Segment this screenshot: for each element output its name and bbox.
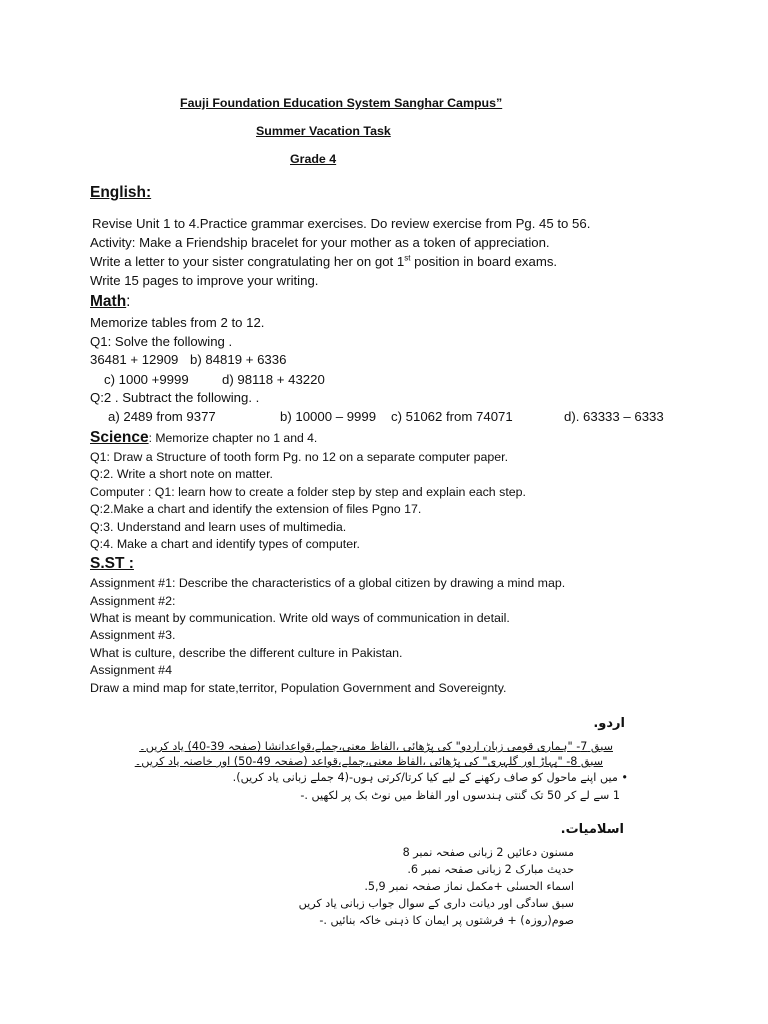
islamiat-line: اسماء الحسنٰی +مکمل نماز صفحہ نمبر 5,9. <box>364 880 574 893</box>
math-q2-a: a) 2489 from 9377 <box>108 409 216 424</box>
math-heading: Math: <box>90 293 131 310</box>
islamiat-line: حدیث مبارک 2 زبانی صفحہ نمبر 6. <box>407 863 574 876</box>
sst-line: Assignment #2: <box>90 594 176 608</box>
math-q2-d: d). 63333 – 6333 <box>564 409 664 424</box>
math-q1-c: c) 1000 +9999 <box>104 372 189 387</box>
sst-line: What is culture, describe the different culture in Pakistan. <box>90 646 403 660</box>
grade-title: Grade 4 <box>290 152 337 166</box>
math-q1-b: b) 84819 + 6336 <box>190 352 287 367</box>
sst-line: What is meant by communication. Write old ways of communication in detail. <box>90 611 510 625</box>
english-heading: English: <box>90 184 152 201</box>
math-line-1: Memorize tables from 2 to 12. <box>90 315 265 330</box>
science-line: Computer : Q1: learn how to create a folder step by step and explain each step. <box>90 485 526 499</box>
sst-line: Assignment #1: Describe the characteristics of a global citizen by drawing a mind map. <box>90 576 566 590</box>
science-line: Q:4. Make a chart and identify types of computer. <box>90 537 360 551</box>
islamiat-line: صوم(روزہ) + فرشتوں پر ایمان کا ذہنی خاکہ بنائیں .- <box>319 914 574 927</box>
science-heading: Science: Memorize chapter no 1 and 4. <box>90 429 318 446</box>
school-title: Fauji Foundation Education System Sanghar Campus” <box>180 96 503 110</box>
english-line-3: Write a letter to your sister congratulating her on got 1st position in board exams. <box>90 253 558 269</box>
task-title: Summer Vacation Task <box>256 124 391 138</box>
science-line: Q:2.Make a chart and identify the extension of files Pgno 17. <box>90 502 422 516</box>
urdu-line: 1 سے لے کر 50 تک گنتی ہندسوں اور الفاظ میں نوٹ بک پر لکھیں .- <box>300 789 620 802</box>
math-q1-d: d) 98118 + 43220 <box>222 372 325 387</box>
math-line-5: Q:2 . Subtract the following. . <box>90 390 260 405</box>
urdu-line: سبق 8- "پہاڑ اور گلہری" کی پڑھائی ،الفاظ معنی،جملے،قواعد (صفحہ 49-50) اور خاصنہ یاد کریں۔ <box>134 755 603 768</box>
sst-line: Assignment #4 <box>90 663 172 677</box>
math-q2-c: c) 51062 from 74071 <box>391 409 513 424</box>
sst-heading: S.ST : <box>90 555 134 572</box>
math-q2-b: b) 10000 – 9999 <box>280 409 377 424</box>
urdu-heading: اردو. <box>593 716 625 731</box>
math-line-2: Q1: Solve the following . <box>90 334 233 349</box>
islamiat-heading: اسلامیات. <box>560 822 624 837</box>
urdu-line: • میں اپنے ماحول کو صاف رکھنے کے لیے کیا کرتا/کرتی ہوں-(4 جملے زبانی یاد کریں). <box>232 771 628 784</box>
sst-line: Draw a mind map for state,territor, Population Government and Sovereignty. <box>90 681 507 695</box>
islamiat-line: مسنون دعائیں 2 زبانی صفحہ نمبر 8 <box>402 846 574 859</box>
math-q1-a: 36481 + 12909 <box>90 352 179 367</box>
islamiat-line: سبق سادگی اور دیانت داری کے سوال جواب زبانی یاد کریں <box>298 897 574 910</box>
urdu-line: سبق 7- "ہماری قومی زبان اردو" کی پڑھائی ،الفاظ معنی،جملے،قواعدانشا (صفحہ 39-40) یاد کریں۔ <box>139 740 613 753</box>
science-line: Q:2. Write a short note on matter. <box>90 467 273 481</box>
science-line: Q:3. Understand and learn uses of multimedia. <box>90 520 347 534</box>
science-line: Q1: Draw a Structure of tooth form Pg. no 12 on a separate computer paper. <box>90 450 509 464</box>
english-line-2: Activity: Make a Friendship bracelet for your mother as a token of appreciation. <box>90 235 550 250</box>
english-line-1: Revise Unit 1 to 4.Practice grammar exercises. Do review exercise from Pg. 45 to 56. <box>92 216 591 231</box>
sst-line: Assignment #3. <box>90 628 176 642</box>
english-line-4: Write 15 pages to improve your writing. <box>90 273 319 288</box>
